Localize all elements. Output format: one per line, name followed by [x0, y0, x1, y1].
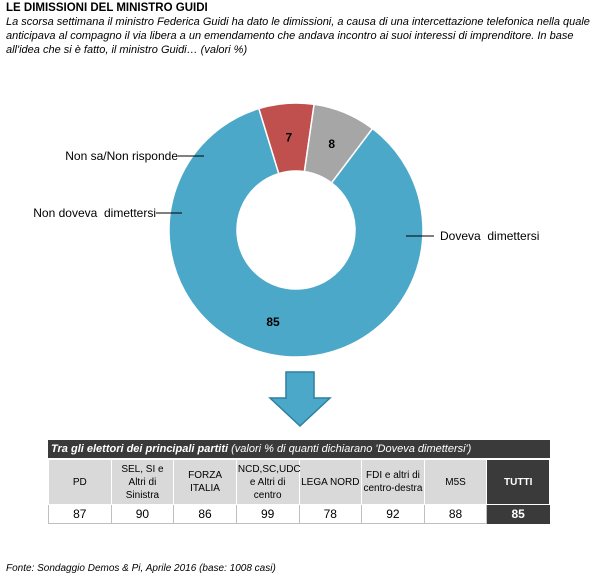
table-header: [48, 440, 550, 458]
party-value-cell: 92: [362, 505, 425, 524]
slice-value-label: 7: [285, 130, 293, 145]
party-label-cell: NCD,SC,UDC e Altri di centro: [236, 460, 299, 505]
party-label-cell: FORZA ITALIA: [174, 460, 237, 505]
party-label-cell: LEGA NORD: [299, 460, 362, 505]
slice-category-label: Doveva dimettersi: [440, 229, 540, 243]
table-header-note: (valori % di quanti dichiarano 'Doveva dimettersi'): [231, 443, 472, 455]
source-note: Fonte: Sondaggio Demos & Pi, Aprile 2016 (base: 1008 casi): [6, 563, 276, 574]
party-results-table: [48, 459, 550, 524]
party-label-cell: SEL, SI e Altri di Sinistra: [111, 460, 174, 505]
party-value-cell: 88: [424, 505, 487, 524]
table-header-title: Tra gli elettori dei principali partiti: [51, 443, 229, 455]
slice-category-label: Non sa/Non risponde: [65, 149, 178, 163]
party-value-cell: 90: [111, 505, 174, 524]
party-value-cell: 99: [236, 505, 299, 524]
party-value-row: [49, 505, 550, 524]
slice-value-label: 8: [328, 137, 336, 152]
party-label-cell: TUTTI: [487, 460, 550, 505]
chart-title: LE DIMISSIONI DEL MINISTRO GUIDI: [6, 2, 208, 14]
party-table: [48, 440, 550, 524]
party-label-row: [49, 460, 550, 505]
slice-category-label: Non doveva dimettersi: [33, 206, 156, 220]
party-label-cell: FDI e altri di centro-destra: [362, 460, 425, 505]
party-value-cell: 87: [49, 505, 112, 524]
chart-subtitle: La scorsa settimana il ministro Federica Guidi ha dato le dimissioni, a causa di una intercettazione telefonica nella quale anticipava al compagno il via libera a un emendamento che andava incontro ai suoi interessi di imprenditore. In base all'idea che si è fatto, il ministro Guidi… (valori %): [6, 16, 590, 56]
slice-value-label: 85: [266, 315, 280, 330]
party-label-cell: M5S: [424, 460, 487, 505]
party-label-cell: PD: [49, 460, 112, 505]
party-value-cell: 78: [299, 505, 362, 524]
party-value-cell: 86: [174, 505, 237, 524]
party-value-cell: 85: [487, 505, 550, 524]
